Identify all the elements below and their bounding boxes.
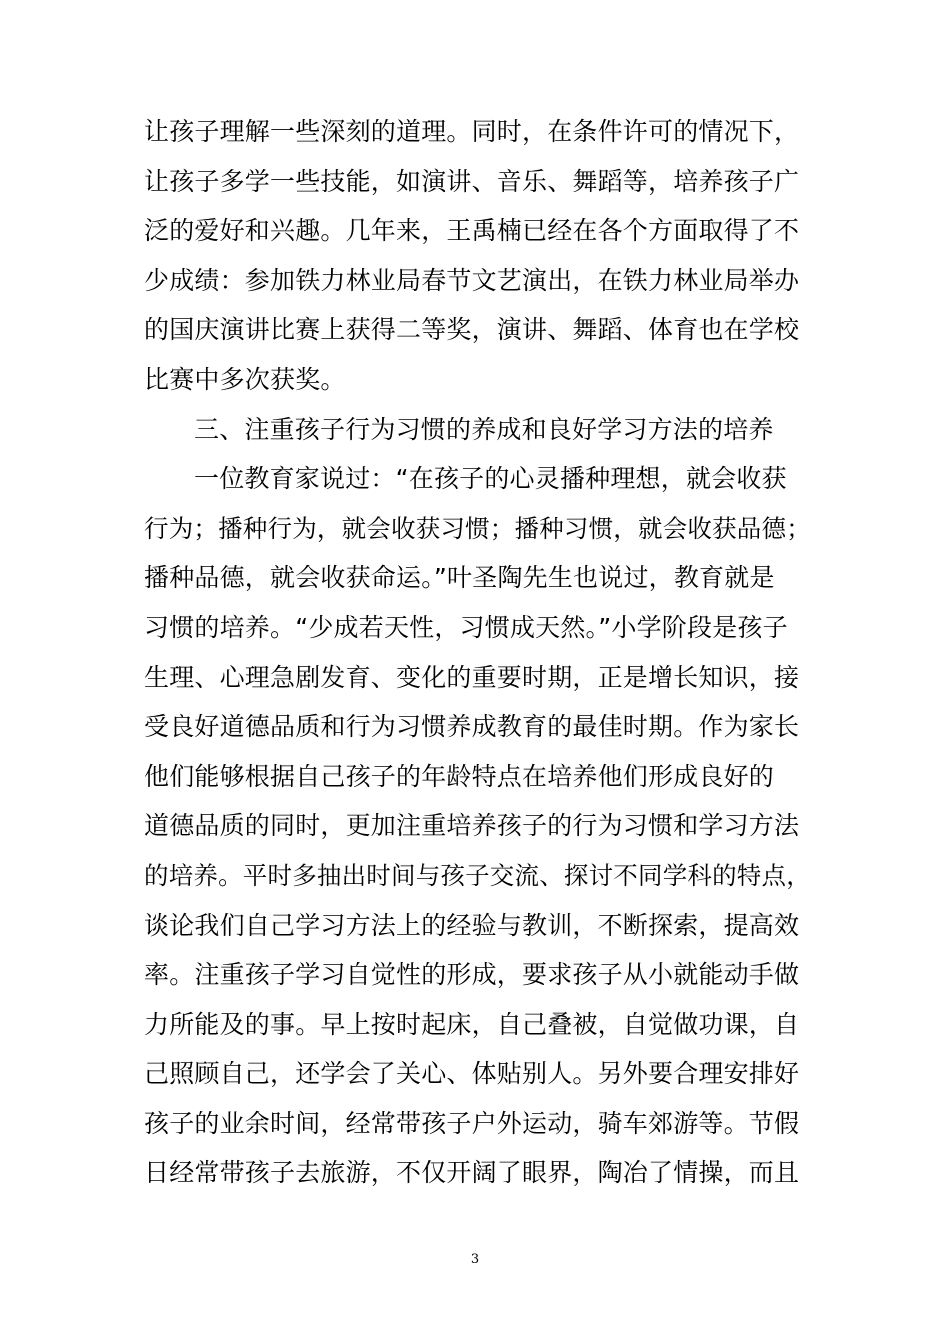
text-line: 道德品质的同时，更加注重培养孩子的行为习惯和学习方法 [144, 811, 800, 841]
text-line: 力所能及的事。早上按时起床，自己叠被，自觉做功课，自 [144, 1009, 800, 1039]
text-line: 播种品德，就会收获命运。”叶圣陶先生也说过，教育就是 [144, 563, 775, 593]
text-line: 谈论我们自己学习方法上的经验与教训，不断探索，提高效 [144, 910, 800, 940]
text-line: 己照顾自己，还学会了关心、体贴别人。另外要合理安排好 [144, 1059, 800, 1089]
body-text [144, 107, 814, 1198]
text-line: 的国庆演讲比赛上获得二等奖，演讲、舞蹈、体育也在学校 [144, 315, 800, 345]
text-line: 三、注重孩子行为习惯的养成和良好学习方法的培养 [194, 414, 774, 444]
text-line: 一位教育家说过：“在孩子的心灵播种理想，就会收获 [194, 464, 787, 494]
text-line: 行为；播种行为，就会收获习惯；播种习惯，就会收获品德； [144, 513, 811, 543]
text-line: 的培养。平时多抽出时间与孩子交流、探讨不同学科的特点， [144, 860, 811, 890]
text-line: 孩子的业余时间，经常带孩子户外运动，骑车郊游等。节假 [144, 1108, 800, 1138]
text-line: 少成绩：参加铁力林业局春节文艺演出，在铁力林业局举办 [144, 265, 800, 295]
text-line: 泛的爱好和兴趣。几年来，王禹楠已经在各个方面取得了不 [144, 216, 800, 246]
text-line: 受良好道德品质和行为习惯养成教育的最佳时期。作为家长 [144, 712, 800, 742]
page-number: 3 [470, 1252, 480, 1267]
text-line: 让孩子多学一些技能，如演讲、音乐、舞蹈等，培养孩子广 [144, 166, 800, 196]
text-line: 让孩子理解一些深刻的道理。同时，在条件许可的情况下， [144, 117, 800, 146]
text-line: 比赛中多次获奖。 [144, 364, 346, 394]
text-line: 生理、心理急剧发育、变化的重要时期，正是增长知识，接 [144, 662, 800, 692]
text-line: 习惯的培养。“少成若天性，习惯成天然。”小学阶段是孩子 [144, 612, 788, 642]
text-line: 率。注重孩子学习自觉性的形成，要求孩子从小就能动手做 [144, 960, 800, 990]
text-line: 他们能够根据自己孩子的年龄特点在培养他们形成良好的 [144, 761, 775, 791]
text-line: 日经常带孩子去旅游，不仅开阔了眼界，陶冶了情操，而且 [144, 1158, 800, 1188]
